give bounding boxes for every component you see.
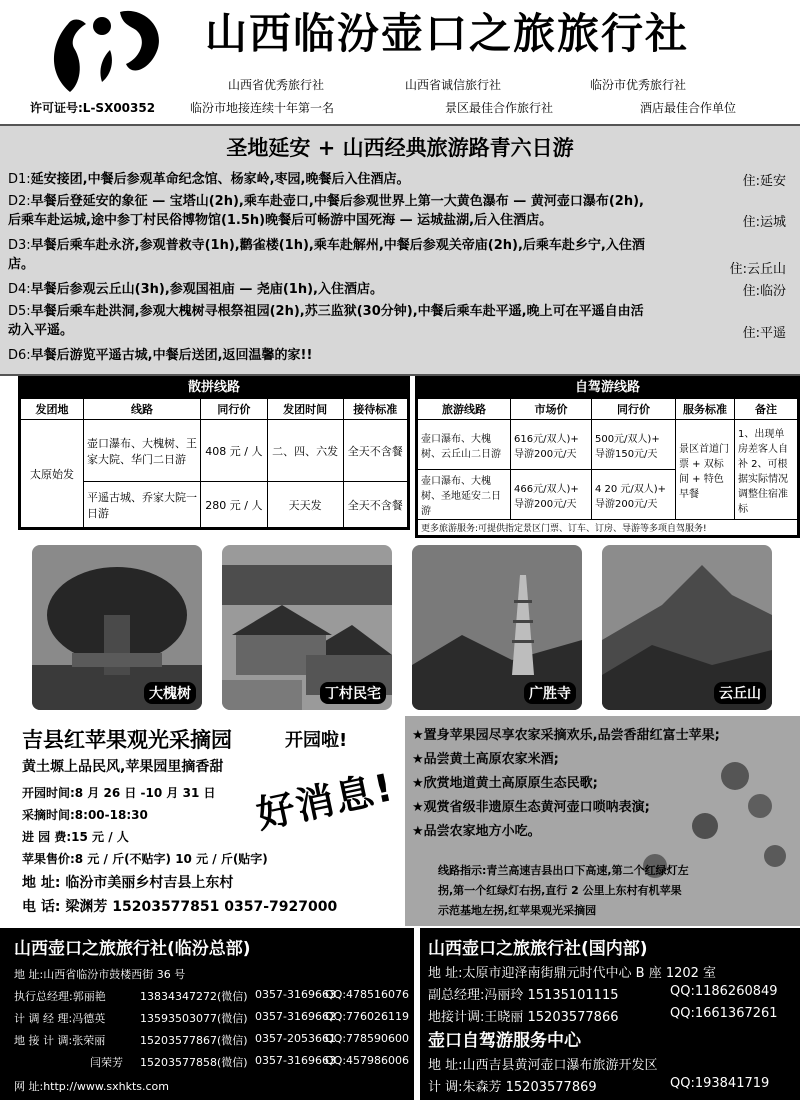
route-guide-2: 拐,第一个红绿灯右拐,直行 2 公里上东村有机苹果 [438, 884, 682, 897]
stay-location: 住:平遥 [742, 326, 786, 341]
apple-price: 苹果售价:8 元 / 斤(不贴字) 10 元 / 斤(贴字) [22, 852, 268, 866]
photo-yunqiushan [602, 545, 772, 710]
feature-item: ★品尝黄土高原农家米酒; [412, 752, 559, 767]
note-cell: 1、出现单房差客人自补 2、可根据实际情况调整住宿准标 [735, 420, 798, 520]
market-price-cell: 616元/双人)+ 导游200元/天 [511, 420, 592, 470]
apple-orchard-title: 吉县红苹果观光采摘园 [22, 728, 232, 752]
feature-item: ★欣赏地道黄土高原原生态民歌; [412, 776, 598, 791]
contact-qq: QQ:778590600 [325, 1032, 410, 1045]
apple-address: 地 址: 临汾市美丽乡村吉县上东村 [22, 875, 234, 891]
table-row [418, 420, 798, 470]
picking-hours: 采摘时间:8:00-18:30 [22, 808, 148, 822]
stay-location: 住:云丘山 [729, 262, 786, 277]
contact-qq: QQ:1186260849 [670, 984, 778, 999]
domestic-title: 山西壶口之旅旅行社(国内部) [428, 939, 648, 959]
time-cell: 二、四、六发 [267, 420, 343, 482]
contact-tel: 0357-3169663 [255, 988, 336, 1001]
origin-cell: 太原始发 [21, 420, 84, 528]
feature-item: ★观赏省级非遗原生态黄河壶口唢呐表演; [412, 800, 650, 815]
apple-slogan: 黄土塬上品民风,苹果园里摘香甜 [22, 759, 224, 775]
contact-mobile: 15203577867(微信) [140, 1034, 248, 1047]
photo-caption: 广胜寺 [524, 682, 576, 704]
time-cell: 天天发 [267, 482, 343, 528]
itinerary-day: D2:早餐后登延安的象征 — 宝塔山(2h),乘车赴壶口,中餐后参观世界上第一大黄色瀑布 — 黄河壶口瀑布(2h), 后乘车赴运城,途中参丁村民俗博物馆(1.5h)晚餐后可畅游中国死海 — 运城盐湖,后入住酒店。 [8, 194, 644, 228]
table-row [21, 420, 408, 482]
self-drive-table [415, 376, 800, 538]
column-header: 市场价 [511, 399, 592, 420]
apple-phone: 电 话: 梁渊芳 15203577851 0357-7927000 [22, 899, 338, 915]
photo-caption: 云丘山 [714, 682, 766, 704]
contact-tel: 0357-3169662 [255, 1010, 336, 1023]
route-cell: 平遥古城、乔家大院一日游 [84, 482, 201, 528]
honor-2: 山西省诚信旅行社 [405, 78, 502, 92]
website-link[interactable]: 网 址:http://www.sxhkts.com [14, 1080, 169, 1093]
contact-row: 副总经理:冯丽玲 15135101115 [428, 988, 619, 1003]
service-cell: 景区首道门票 + 双标间 + 特色早餐 [676, 420, 735, 520]
contact-row: 计 调:朱森芳 15203577869 [428, 1080, 597, 1095]
price-cell: 280 元 / 人 [201, 482, 268, 528]
photo-dahuaishu [32, 545, 202, 710]
photo-caption: 丁村民宅 [320, 682, 386, 704]
contact-mobile: 15203577858(微信) [140, 1056, 248, 1069]
itinerary-title: 圣地延安 + 山西经典旅游路青六日游 [226, 135, 574, 160]
price-cell: 408 元 / 人 [201, 420, 268, 482]
open-period: 开园时间:8 月 26 日 -10 月 31 日 [22, 786, 216, 800]
route-cell: 壶口瀑布、大槐树、圣地延安二日游 [418, 470, 511, 520]
domestic-address: 地 址:太原市迎泽南街鼎元时代中心 B 座 1202 室 [428, 966, 717, 981]
self-drive-footnote: 更多旅游服务:可提供指定景区门票、订车、订房、导游等多项自驾服务! [418, 520, 798, 536]
column-header: 线路 [84, 399, 201, 420]
column-header: 接待标准 [343, 399, 407, 420]
column-header: 备注 [735, 399, 798, 420]
center-address: 地 址:山西吉县黄河壶口瀑布旅游开发区 [428, 1058, 658, 1073]
route-guide-1: 线路指示:青兰高速吉县出口下高速,第二个红绿灯左 [438, 864, 689, 877]
standard-cell: 全天不含餐 [343, 482, 407, 528]
footer-headquarters [0, 928, 414, 1100]
column-header: 旅游线路 [418, 399, 511, 420]
good-news-banner: 好消息! [252, 764, 399, 837]
footer-domestic [420, 928, 800, 1100]
license-number: 许可证号:L-SX00352 [30, 101, 156, 115]
photo-guangshengsi [412, 545, 582, 710]
open-announcement: 开园啦! [285, 730, 348, 751]
route-cell: 壶口瀑布、大槐树、云丘山二日游 [418, 420, 511, 470]
group-tours-table [18, 376, 410, 530]
stay-location: 住:运城 [742, 215, 786, 230]
itinerary-day: D4:早餐后参观云丘山(3h),参观国祖庙 — 尧庙(1h),入住酒店。 [8, 282, 383, 297]
contact-role: 计 调 经 理:冯德英 [14, 1012, 106, 1025]
contact-role: 执行总经理:郭丽艳 [14, 990, 106, 1003]
hq-address: 地 址:山西省临汾市鼓楼西街 36 号 [14, 968, 186, 981]
column-header: 同行价 [201, 399, 268, 420]
contact-mobile: 13834347272(微信) [140, 990, 248, 1003]
itinerary-day: D5:早餐后乘车赴洪洞,参观大槐树寻根祭祖园(2h),苏三监狱(30分钟),中餐后乘车赴平遥,晚上可在平遥自由活 动入平遥。 [8, 304, 644, 338]
itinerary-day: D3:早餐后乘车赴永济,参观普救寺(1h),鹳雀楼(1h),乘车赴解州,中餐后参观关帝庙(2h),后乘车赴乡宁,入住酒 店。 [8, 238, 645, 272]
honor-6: 酒店最佳合作单位 [640, 101, 737, 115]
route-guide-3: 示范基地左拐,红苹果观光采摘园 [438, 904, 597, 917]
column-header: 发团地 [21, 399, 84, 420]
hq-title: 山西壶口之旅旅行社(临汾总部) [14, 939, 251, 959]
column-header: 服务标准 [676, 399, 735, 420]
contact-qq: QQ:457986006 [325, 1054, 410, 1067]
photo-dingcun [222, 545, 392, 710]
contact-role: 地 接 计 调:张荣丽 [14, 1034, 106, 1047]
peer-price-cell: 4 20 元/双人)+ 导游200元/天 [591, 470, 675, 520]
stay-location: 住:临汾 [742, 284, 786, 299]
contact-qq: QQ:776026119 [325, 1010, 410, 1023]
contact-qq: QQ:193841719 [670, 1076, 770, 1091]
agency-title: 山西临汾壶口之旅旅行社 [205, 9, 690, 58]
honor-3: 临汾市优秀旅行社 [590, 78, 687, 92]
honor-4: 临汾市地接连续十年第一名 [190, 101, 335, 115]
column-header: 同行价 [591, 399, 675, 420]
self-drive-center-title: 壶口自驾游服务中心 [428, 1031, 581, 1051]
standard-cell: 全天不含餐 [343, 420, 407, 482]
entry-fee: 进 园 费:15 元 / 人 [22, 830, 129, 844]
stay-location: 住:延安 [742, 174, 786, 189]
contact-tel: 0357-3169663 [255, 1054, 336, 1067]
market-price-cell: 466元/双人)+ 导游200元/天 [511, 470, 592, 520]
column-header: 发团时间 [267, 399, 343, 420]
contact-qq: QQ:478516076 [325, 988, 410, 1001]
itinerary-day: D1:延安接团,中餐后参观革命纪念馆、杨家岭,枣园,晚餐后入住酒店。 [8, 172, 410, 187]
peer-price-cell: 500元/双人)+ 导游150元/天 [591, 420, 675, 470]
photo-caption: 大槐树 [144, 682, 196, 704]
agency-logo [40, 4, 170, 94]
group-tours-title: 散拼线路 [20, 378, 408, 398]
contact-qq: QQ:1661367261 [670, 1006, 778, 1021]
self-drive-title: 自驾游线路 [417, 378, 798, 398]
contact-mobile: 13593503077(微信) [140, 1012, 248, 1025]
contact-row: 地接计调:王晓丽 15203577866 [428, 1010, 619, 1025]
contact-tel: 0357-2053661 [255, 1032, 336, 1045]
route-cell: 壶口瀑布、大槐树、王家大院、华门二日游 [84, 420, 201, 482]
feature-item: ★品尝农家地方小吃。 [412, 824, 541, 839]
contact-role: 闫荣芳 [90, 1056, 123, 1069]
honor-5: 景区最佳合作旅行社 [445, 101, 554, 115]
itinerary-day: D6:早餐后游览平遥古城,中餐后送团,返回温馨的家!! [8, 348, 313, 363]
honor-1: 山西省优秀旅行社 [228, 78, 325, 92]
feature-item: ★置身苹果园尽享农家采摘欢乐,品尝香甜红富士苹果; [412, 728, 720, 743]
